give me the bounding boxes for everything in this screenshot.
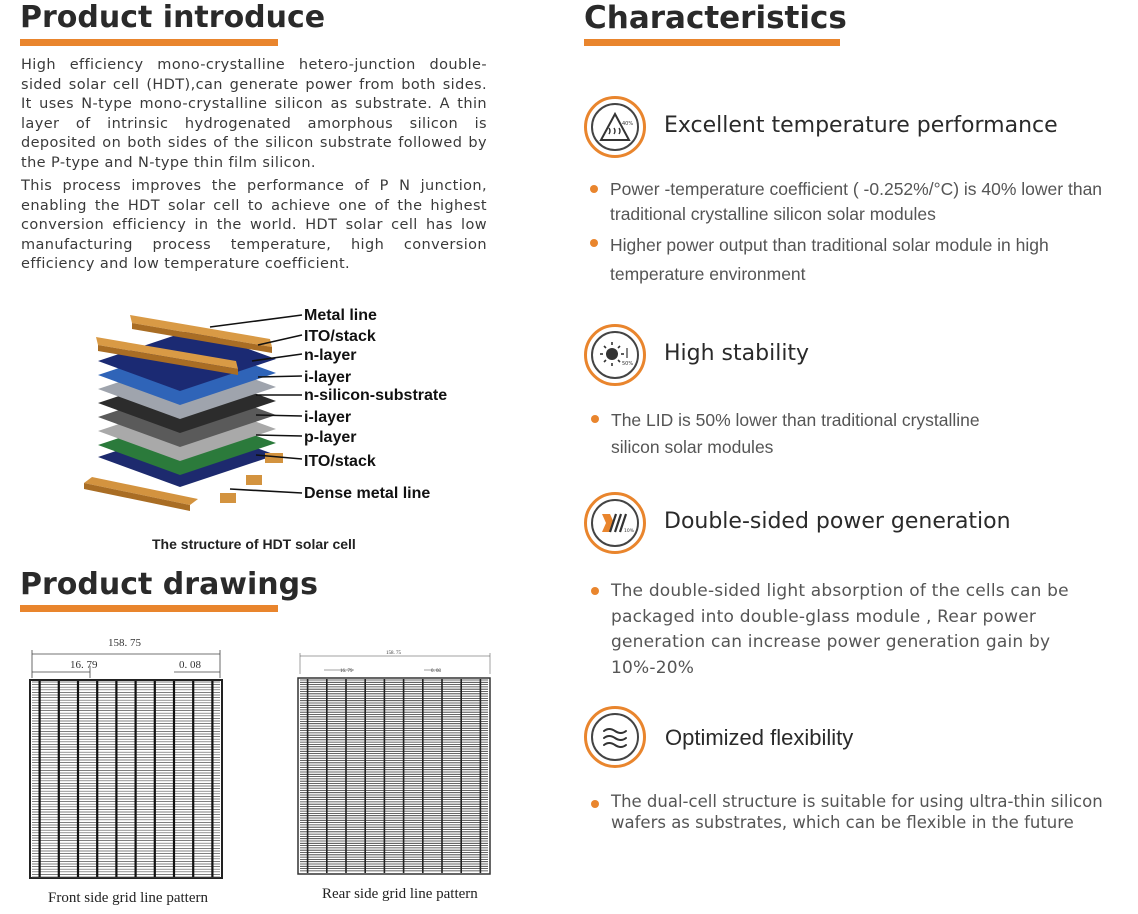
characteristics-title: Characteristics bbox=[584, 0, 847, 36]
drawings-title-underline bbox=[20, 605, 278, 612]
feature-3-bullets bbox=[589, 579, 1089, 681]
layer-label-i-layer-2: i-layer bbox=[304, 409, 352, 426]
layer-label-ito-stack: ITO/stack bbox=[304, 328, 376, 345]
feature-1-title: Excellent temperature performance bbox=[664, 113, 1058, 138]
intro-title-underline bbox=[20, 39, 278, 46]
layer-label-p-layer: p-layer bbox=[304, 429, 357, 446]
temperature-icon-label: 40% bbox=[622, 121, 634, 127]
feature-4-icon-ring bbox=[584, 706, 646, 768]
rear-grid-drawing bbox=[294, 652, 494, 878]
intro-text bbox=[21, 56, 487, 279]
layer-label-metal-line: Metal line bbox=[304, 307, 377, 324]
rear-caption: Rear side grid line pattern bbox=[322, 886, 478, 902]
front-grid-drawing bbox=[24, 648, 234, 888]
structure-caption: The structure of HDT solar cell bbox=[152, 536, 356, 552]
feature-1-icon-ring bbox=[584, 96, 646, 158]
feature-1-bullets bbox=[588, 177, 1108, 289]
layer-label-ito-stack-2: ITO/stack bbox=[304, 453, 376, 470]
front-dim-right: 0. 08 bbox=[179, 659, 201, 671]
feature-2-icon-ring bbox=[584, 324, 646, 386]
temperature-icon bbox=[598, 110, 632, 144]
intro-title: Product introduce bbox=[20, 0, 326, 35]
sun-stability-icon-label: 50% bbox=[622, 361, 634, 367]
double-sided-icon bbox=[598, 506, 635, 540]
feature-2-bullets bbox=[589, 407, 1029, 461]
front-dim-width: 158. 75 bbox=[108, 637, 141, 649]
front-caption: Front side grid line pattern bbox=[48, 890, 208, 906]
feature-2-title: High stability bbox=[664, 341, 810, 366]
layer-label-i-layer: i-layer bbox=[304, 369, 352, 386]
waves-icon bbox=[598, 720, 632, 754]
feature-4-bullets bbox=[589, 792, 1119, 833]
double-sided-icon-label: 10% bbox=[624, 529, 635, 534]
feature-3-icon-ring bbox=[584, 492, 646, 554]
feature-4-bullet-1: The dual-cell structure is suitable for using ultra-thin silicon wafers as substrates, which can be flexible in the future bbox=[589, 792, 1119, 833]
intro-paragraph-2: This process improves the performance of P N junction, enabling the HDT solar cell to achieve one of the highest conversion efficiency in the world. HDT solar cell has low manufacturing process temperature, high conversion efficiency and low temperature coefficient. bbox=[21, 178, 487, 272]
feature-3-title: Double-sided power generation bbox=[664, 509, 1011, 534]
feature-1-bullet-1: Power -temperature coefficient ( -0.252%/°C) is 40% lower than traditional crystalline silicon solar modules bbox=[588, 177, 1108, 227]
front-dim-left: 16. 79 bbox=[70, 659, 98, 671]
feature-2-bullet-1: The LID is 50% lower than traditional crystalline silicon solar modules bbox=[589, 407, 1029, 461]
hdt-layer-diagram bbox=[80, 305, 310, 535]
characteristics-title-underline bbox=[584, 39, 840, 46]
layer-label-n-silicon-substrate: n-silicon-substrate bbox=[304, 387, 448, 404]
feature-1-bullet-2: Higher power output than traditional solar module in high temperature environment bbox=[588, 231, 1108, 289]
layer-label-n-layer: n-layer bbox=[304, 347, 357, 364]
feature-3-bullet-1: The double-sided light absorption of the cells can be packaged into double-glass module , Rear power generation can increase power generation gain by 10%-20% bbox=[589, 579, 1089, 681]
rear-dim-left: 16. 79 bbox=[340, 669, 353, 674]
layer-label-dense-metal-line: Dense metal line bbox=[304, 485, 431, 502]
intro-paragraph-1: High efficiency mono-crystalline hetero-junction double-sided solar cell (HDT),can generate power from both sides. It uses N-type mono-crystalline silicon as substrate. A thin layer of intrinsic hydrogenated amorphous silicon is deposited on both sides of the silicon substrate followed by the P-type and N-type thin film silicon. bbox=[21, 57, 487, 171]
drawings-title: Product drawings bbox=[20, 567, 318, 602]
feature-4-title: Optimized flexibility bbox=[665, 725, 854, 750]
sun-stability-icon bbox=[598, 338, 632, 372]
rear-dim-right: 0. 08 bbox=[431, 669, 441, 674]
rear-dim-width: 158. 75 bbox=[386, 651, 401, 656]
